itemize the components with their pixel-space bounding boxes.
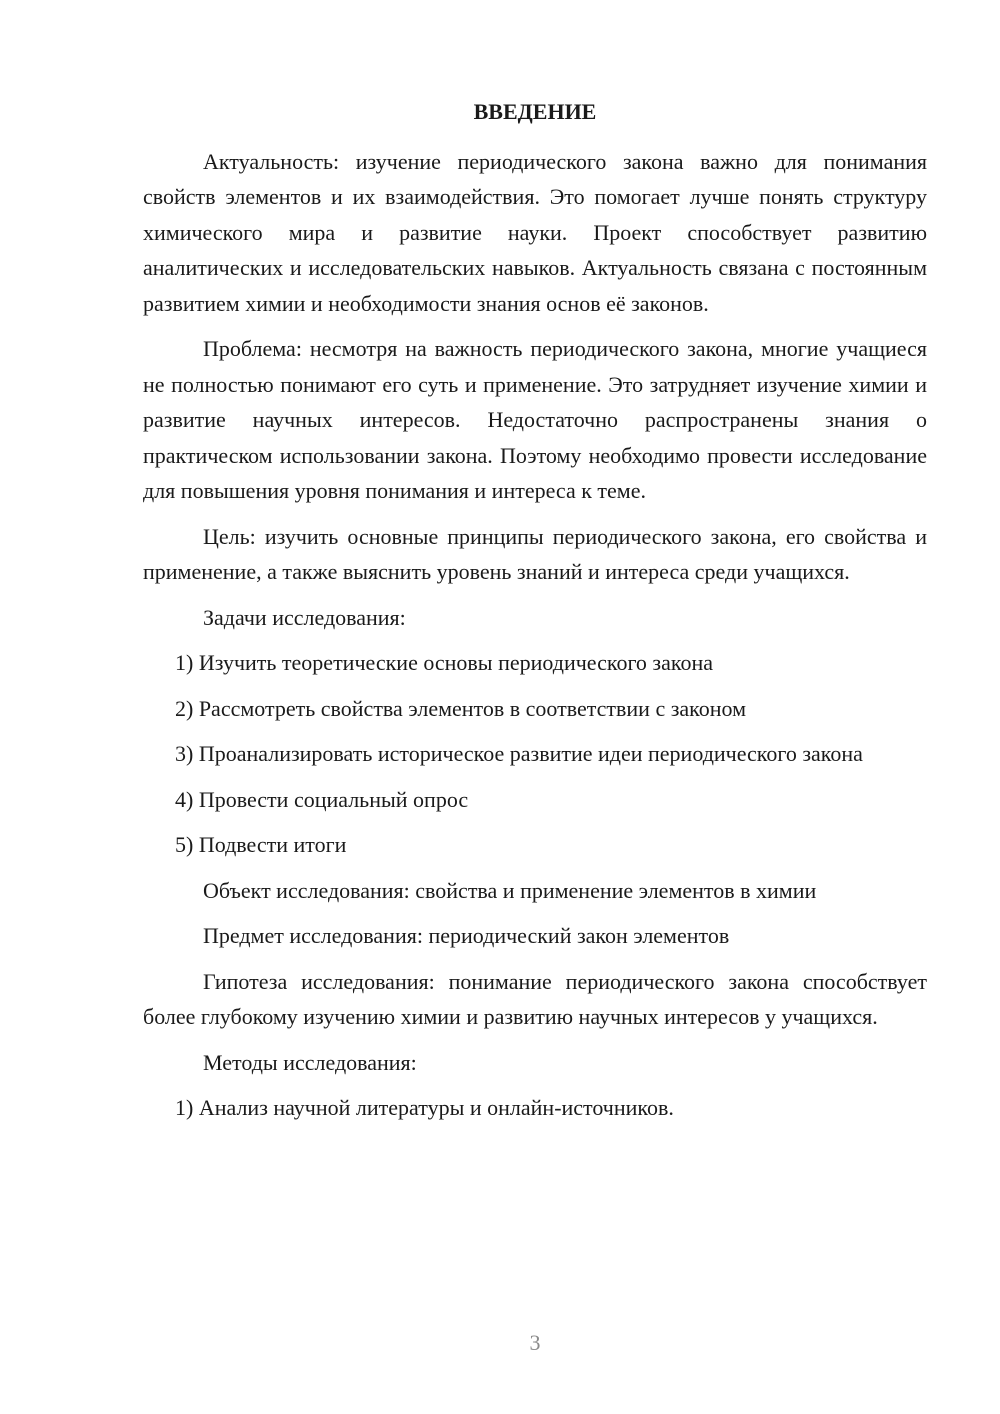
paragraph-hypothesis: Гипотеза исследования: понимание периодического закона способствует более глубокому изучению химии и развитию научных интересов у учащихся.	[143, 968, 927, 1029]
paragraph-problem: Проблема: несмотря на важность периодического закона, многие учащиеся не полностью понимают его суть и применение. Это затрудняет изучение химии и развитие научных интересов. Недостаточно распространены знания о практическом использовании закона. Поэтому необходимо провести исследование для повышения уровня понимания и интереса к теме.	[143, 336, 927, 503]
method-item-1: 1) Анализ научной литературы и онлайн-источников.	[175, 1095, 674, 1120]
paragraph-object: Объект исследования: свойства и применение элементов в химии	[203, 877, 817, 903]
tasks-heading: Задачи исследования:	[203, 604, 406, 630]
document-page	[143, 94, 927, 1136]
paragraph-relevance: Актуальность: изучение периодического закона важно для понимания свойств элементов и их взаимодействия. Это помогает лучше понять структуру химического мира и развитие науки. Проект способствует развитию аналитических и исследовательских навыков. Актуальность связана с постоянным развитием химии и необходимости знания основ её законов.	[143, 148, 927, 316]
task-item-2: 2) Рассмотреть свойства элементов в соответствии с законом	[175, 695, 747, 721]
task-item-4: 4) Провести социальный опрос	[175, 786, 469, 812]
paragraph-subject: Предмет исследования: периодический закон элементов	[203, 923, 730, 948]
page-number: 3	[529, 1330, 541, 1355]
methods-heading: Методы исследования:	[203, 1049, 417, 1075]
task-item-5: 5) Подвести итоги	[175, 832, 347, 857]
paragraph-goal: Цель: изучить основные принципы периодического закона, его свойства и применение, а также выяснить уровень знаний и интереса среди учащихся.	[143, 523, 927, 584]
task-item-3: 3) Проанализировать историческое развитие идеи периодического закона	[175, 741, 863, 766]
section-title: ВВЕДЕНИЕ	[473, 99, 597, 124]
task-item-1: 1) Изучить теоретические основы периодического закона	[175, 650, 713, 675]
